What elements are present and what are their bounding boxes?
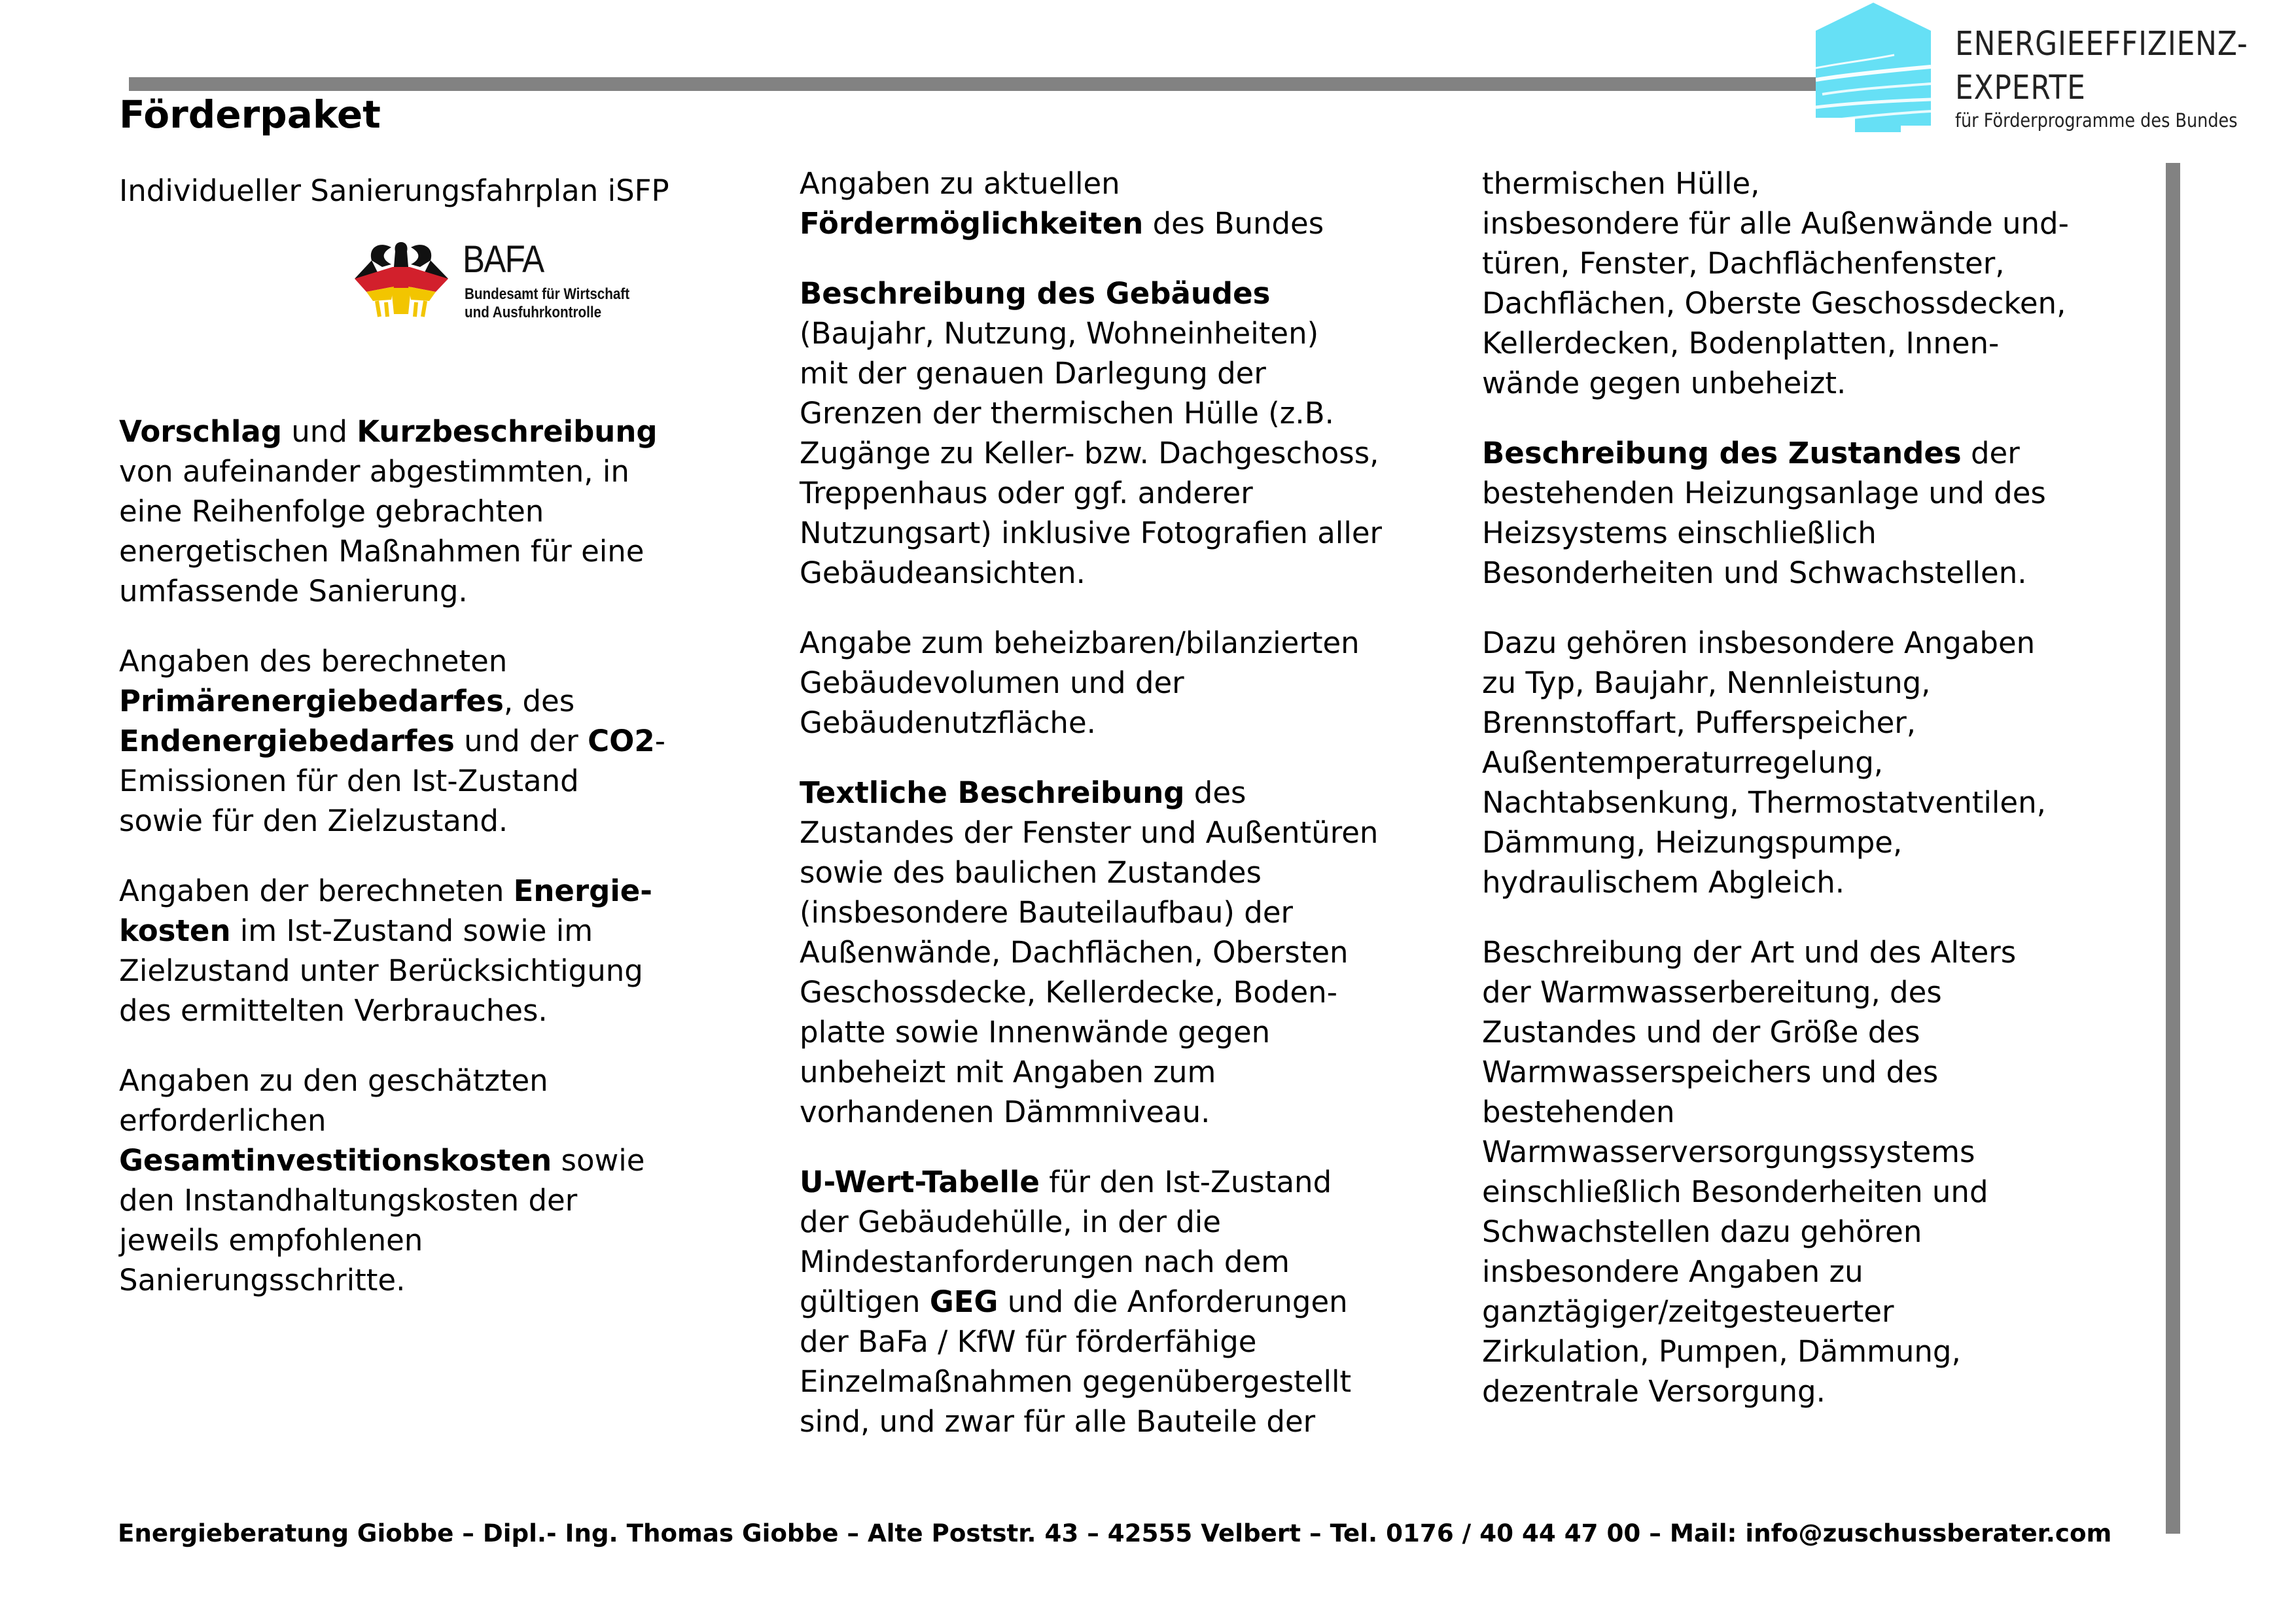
text: , des (503, 684, 575, 718)
text: der Gebäudehülle, in der die (800, 1205, 1221, 1239)
text: Angaben zu den geschätzten (119, 1063, 548, 1098)
text-line (1482, 1172, 2156, 1212)
text: vorhandenen Dämmniveau. (800, 1095, 1210, 1129)
text: Zielzustand unter Berücksichtigung (119, 953, 643, 988)
bold-text: Textliche Beschreibung (800, 775, 1185, 810)
text: Sanierungsschritte. (119, 1263, 406, 1297)
text-line (119, 1260, 711, 1300)
text-line (800, 703, 1447, 743)
header-divider-bar (129, 77, 1816, 91)
text: Grenzen der thermischen Hülle (z.B. (800, 396, 1334, 431)
bold-text: Energie- (513, 874, 652, 908)
text: erforderlichen (119, 1103, 327, 1138)
column-2 (800, 164, 1447, 1472)
text-line (1482, 513, 2156, 553)
text: wände gegen unbeheizt. (1482, 366, 1846, 400)
text-line (800, 1242, 1447, 1282)
bafa-logo (353, 238, 661, 342)
text: sowie für den Zielzustand. (119, 803, 508, 838)
bold-text: Gesamtinvestitionskosten (119, 1143, 552, 1178)
text: Angaben des berechneten (119, 644, 508, 679)
paragraph (800, 623, 1447, 743)
text: Brennstoffart, Pufferspeicher, (1482, 705, 1916, 740)
paragraph (800, 1162, 1447, 1441)
text-line (1482, 1052, 2156, 1092)
text-line (1482, 972, 2156, 1012)
footer-contact: Energieberatung Giobbe – Dipl.- Ing. Thomas Giobbe – Alte Poststr. 43 – 42555 Velbert – Tel. 0176 / 40 44 47 00 – Mail: info@zuschussberater.com (118, 1519, 2112, 1547)
text: (Baujahr, Nutzung, Wohneinheiten) (800, 316, 1319, 351)
bold-text: CO2 (588, 724, 655, 758)
paragraph (800, 274, 1447, 593)
text-line (119, 491, 711, 531)
text-line (1482, 623, 2156, 663)
text: und die Anforderungen (998, 1284, 1348, 1319)
text: Schwachstellen dazu gehören (1482, 1214, 1922, 1249)
text-line (119, 1220, 711, 1260)
bold-text: Beschreibung des Gebäudes (800, 276, 1271, 311)
text-line (1482, 283, 2156, 323)
text: türen, Fenster, Dachflächenfenster, (1482, 246, 2005, 281)
text-line (1482, 703, 2156, 743)
page-title: Förderpaket (119, 92, 381, 137)
paragraph (1482, 932, 2156, 1411)
text-line (800, 1282, 1447, 1322)
text: Angaben zu aktuellen (800, 166, 1120, 201)
text-line (119, 681, 711, 721)
text: für den Ist-Zustand (1039, 1165, 1332, 1199)
paragraph (119, 871, 711, 1031)
text: (insbesondere Bauteilaufbau) der (800, 895, 1294, 930)
text-line (119, 951, 711, 991)
house-icon (1816, 3, 1931, 132)
bold-text: Vorschlag (119, 414, 282, 449)
text-line (119, 991, 711, 1031)
text: unbeheizt mit Angaben zum (800, 1055, 1216, 1089)
text-line (800, 663, 1447, 703)
text-line (1482, 473, 2156, 513)
text-line (119, 911, 711, 951)
text-line (800, 164, 1447, 203)
text-line (800, 623, 1447, 663)
text: sowie des baulichen Zustandes (800, 855, 1262, 890)
text: Nachtabsenkung, Thermostatventilen, (1482, 785, 2046, 820)
text-line (800, 773, 1447, 813)
bafa-subtitle-1: Bundesamt für Wirtschaft (465, 285, 630, 303)
text-line (800, 353, 1447, 393)
text: mit der genauen Darlegung der (800, 356, 1266, 391)
text: hydraulischem Abgleich. (1482, 865, 1845, 900)
text-line (1482, 164, 2156, 203)
text-line (800, 313, 1447, 353)
text: von aufeinander abgestimmten, in (119, 454, 629, 489)
text: und der (454, 724, 588, 758)
text-line (800, 853, 1447, 892)
text-line (800, 1202, 1447, 1242)
text: im Ist-Zustand sowie im (230, 913, 593, 948)
text: den Instandhaltungskosten der (119, 1183, 578, 1218)
text: des (1184, 775, 1246, 810)
text-line (800, 1052, 1447, 1092)
text: Zugänge zu Keller- bzw. Dachgeschoss, (800, 436, 1379, 470)
text: sowie (552, 1143, 645, 1178)
bold-text: Kurzbeschreibung (357, 414, 658, 449)
text-line (119, 1140, 711, 1180)
text: insbesondere Angaben zu (1482, 1254, 1863, 1289)
text-line (119, 721, 711, 761)
text-line (1482, 783, 2156, 822)
text-line (1482, 743, 2156, 783)
text: platte sowie Innenwände gegen (800, 1015, 1271, 1050)
text: Geschossdecke, Kellerdecke, Boden- (800, 975, 1337, 1010)
intro-line: Individueller Sanierungsfahrplan iSFP (119, 173, 669, 208)
text: zu Typ, Baujahr, Nennleistung, (1482, 665, 1931, 700)
eagle-icon (353, 241, 450, 318)
text-line (1482, 663, 2156, 703)
paragraph (800, 773, 1447, 1132)
paragraph (1482, 623, 2156, 902)
logo-line-2: EXPERTE (1955, 69, 2086, 107)
energieeffizienz-experte-logo (1816, 3, 2296, 140)
text: Einzelmaßnahmen gegenübergestellt (800, 1364, 1352, 1399)
text: Mindestanforderungen nach dem (800, 1244, 1290, 1279)
text-line (119, 871, 711, 911)
text-line (800, 1092, 1447, 1132)
text: gültigen (800, 1284, 930, 1319)
text-line (119, 801, 711, 841)
text-line (1482, 1212, 2156, 1252)
text: Außenwände, Dachflächen, Obersten (800, 935, 1349, 970)
text-line (1482, 433, 2156, 473)
text: Gebäudenutzfläche. (800, 705, 1096, 740)
text: Dachflächen, Oberste Geschossdecken, (1482, 286, 2066, 321)
text: Besonderheiten und Schwachstellen. (1482, 556, 2027, 590)
bold-text: Endenergiebedarfes (119, 724, 455, 758)
paragraph (119, 641, 711, 841)
text: umfassende Sanierung. (119, 574, 468, 609)
text: Dämmung, Heizungspumpe, (1482, 825, 1903, 860)
text-line (800, 1362, 1447, 1402)
text: Treppenhaus oder ggf. anderer (800, 476, 1253, 510)
text-line (800, 433, 1447, 473)
text-line (119, 531, 711, 571)
text-line (119, 641, 711, 681)
text: Dazu gehören insbesondere Angaben (1482, 626, 2036, 660)
column-3 (1482, 164, 2156, 1441)
text: Beschreibung der Art und des Alters (1482, 935, 2017, 970)
text: der (1961, 436, 2020, 470)
text-line (1482, 1132, 2156, 1172)
text-line (800, 473, 1447, 513)
text-line (1482, 1012, 2156, 1052)
column-2-paragraphs (800, 164, 1447, 1441)
text: Gebäudeansichten. (800, 556, 1086, 590)
paragraph (119, 412, 711, 611)
paragraph (800, 164, 1447, 243)
text: sind, und zwar für alle Bauteile der (800, 1404, 1316, 1439)
text-line (119, 1180, 711, 1220)
paragraph (119, 1061, 711, 1300)
text: jeweils empfohlenen (119, 1223, 423, 1258)
bafa-name: BAFA (463, 238, 544, 281)
text-line (800, 1162, 1447, 1202)
text: Gebäudevolumen und der (800, 665, 1184, 700)
text: Nutzungsart) inklusive Fotografien aller (800, 516, 1383, 550)
text: eine Reihenfolge gebrachten (119, 494, 544, 529)
text-line (119, 412, 711, 451)
bold-text: Primärenergiebedarfes (119, 684, 504, 718)
text-line (1482, 822, 2156, 862)
text-line (800, 972, 1447, 1012)
text: des Bundes (1143, 206, 1324, 241)
text: dezentrale Versorgung. (1482, 1374, 1826, 1409)
text-line (800, 1402, 1447, 1441)
text-line (800, 813, 1447, 853)
paragraph (1482, 433, 2156, 593)
text: Außentemperaturregelung, (1482, 745, 1884, 780)
text: bestehenden (1482, 1095, 1675, 1129)
text: energetischen Maßnahmen für eine (119, 534, 645, 569)
text-line (800, 274, 1447, 313)
text-line (1482, 1252, 2156, 1292)
column-1-paragraphs (119, 412, 711, 1300)
text: Zirkulation, Pumpen, Dämmung, (1482, 1334, 1961, 1369)
bold-text: kosten (119, 913, 231, 948)
text: Heizsystems einschließlich (1482, 516, 1877, 550)
text: ganztägiger/zeitgesteuerter (1482, 1294, 1894, 1329)
text: der Warmwasserbereitung, des (1482, 975, 1942, 1010)
text: der BaFa / KfW für förderfähige (800, 1324, 1257, 1359)
text: Warmwasserspeichers und des (1482, 1055, 1939, 1089)
text-line (1482, 1092, 2156, 1132)
text-line (800, 203, 1447, 243)
intro-paragraph (119, 171, 711, 211)
text: einschließlich Besonderheiten und (1482, 1174, 1988, 1209)
text: insbesondere für alle Außenwände und- (1482, 206, 2069, 241)
bold-text: U-Wert-Tabelle (800, 1165, 1040, 1199)
text: thermischen Hülle, (1482, 166, 1760, 201)
bold-text: Beschreibung des Zustandes (1482, 436, 1962, 470)
text-line (800, 1322, 1447, 1362)
text-line (800, 892, 1447, 932)
text-line (800, 393, 1447, 433)
text-line (1482, 323, 2156, 363)
bold-text: Fördermöglichkeiten (800, 206, 1144, 241)
text-line (800, 513, 1447, 553)
right-divider-bar (2166, 163, 2180, 1534)
text: Angabe zum beheizbaren/bilanzierten (800, 626, 1360, 660)
text: Zustandes und der Größe des (1482, 1015, 1920, 1050)
text-line (119, 571, 711, 611)
text: - (654, 724, 665, 758)
text-line (1482, 1371, 2156, 1411)
bafa-subtitle-2: und Ausfuhrkontrolle (465, 304, 602, 321)
text-line (800, 932, 1447, 972)
text-line (1482, 932, 2156, 972)
logo-tagline: für Förderprogramme des Bundes (1955, 109, 2238, 132)
logo-line-1: ENERGIEEFFIZIENZ- (1955, 25, 2248, 63)
column-1 (119, 171, 711, 1330)
text-line (1482, 243, 2156, 283)
text: Emissionen für den Ist-Zustand (119, 764, 579, 798)
column-3-paragraphs (1482, 164, 2156, 1411)
text: bestehenden Heizungsanlage und des (1482, 476, 2046, 510)
text-line (800, 1012, 1447, 1052)
text-line (119, 1101, 711, 1140)
bold-text: GEG (929, 1284, 998, 1319)
text-line (119, 761, 711, 801)
text: Angaben der berechneten (119, 874, 514, 908)
text: Kellerdecken, Bodenplatten, Innen- (1482, 326, 2000, 361)
text: und (281, 414, 357, 449)
paragraph (1482, 164, 2156, 403)
text-line (1482, 203, 2156, 243)
text-line (1482, 862, 2156, 902)
text-line (119, 451, 711, 491)
text: des ermittelten Verbrauches. (119, 993, 548, 1028)
text: Warmwasserversorgungssystems (1482, 1135, 1975, 1169)
text-line (1482, 1292, 2156, 1332)
text-line (800, 553, 1447, 593)
text: Zustandes der Fenster und Außentüren (800, 815, 1379, 850)
text-line (119, 1061, 711, 1101)
text-line (1482, 363, 2156, 403)
text-line (1482, 1332, 2156, 1371)
text-line (1482, 553, 2156, 593)
